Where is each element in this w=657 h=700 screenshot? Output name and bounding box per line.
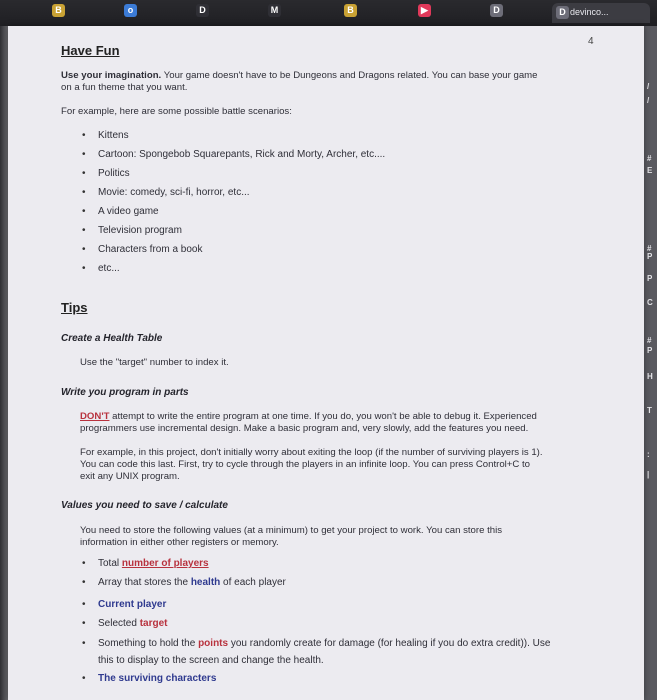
scenario-item: A video game [98, 206, 159, 217]
tab-favicon-3[interactable]: D [196, 4, 209, 17]
lead-rest: Your game doesn't have to be Dungeons and Dragons related. You can base your game [161, 70, 538, 81]
scenario-item: Kittens [98, 130, 129, 141]
scenario-item: Characters from a book [98, 244, 203, 255]
scenario-item: Television program [98, 225, 182, 236]
browser-tab-strip [0, 0, 657, 26]
tab-favicon-2[interactable]: o [124, 4, 137, 17]
tab-favicon-1[interactable]: B [52, 4, 65, 17]
bullet: • [82, 599, 86, 610]
right-edge-char: # [647, 154, 652, 163]
tab-favicon-7[interactable]: D [490, 4, 503, 17]
bullet: • [82, 130, 86, 141]
right-edge-char: E [647, 166, 653, 175]
value-text: of each player [220, 577, 286, 588]
value-item-health-array [98, 577, 286, 588]
value-emphasis: health [190, 577, 221, 588]
health-table-title: Create a Health Table [61, 333, 163, 344]
left-edge-shadow [0, 26, 8, 700]
scenario-item: Politics [98, 168, 130, 179]
value-item-selected-target [98, 618, 168, 629]
active-tab-label: devinco... [570, 7, 609, 17]
right-edge-char: # [647, 244, 652, 253]
document-page [8, 26, 644, 700]
lead-bold: Use your imagination. [61, 70, 162, 81]
value-item-points-line2: this to display to the screen and change the health. [98, 655, 324, 666]
right-edge-char: | [647, 470, 650, 479]
bullet: • [82, 638, 86, 649]
have-fun-lead-line-2: on a fun theme that you want. [61, 82, 188, 93]
value-text: Array that stores the [98, 577, 191, 588]
active-tab[interactable] [552, 3, 650, 23]
right-edge-char: P [647, 346, 653, 355]
health-table-body: Use the "target" number to index it. [80, 357, 229, 368]
value-emphasis: target [139, 618, 168, 629]
para1-text: attempt to write the entire program at one time. If you do, you won't be able to debug it. Experienced [109, 411, 537, 422]
values-title: Values you need to save / calculate [61, 500, 228, 511]
write-parts-para2-line1: For example, in this project, don't initially worry about exiting the loop (if the number of surviving players is 1). [80, 447, 543, 458]
value-text: Something to hold the [98, 638, 199, 649]
values-intro-line2: information in either other registers or memory. [80, 537, 279, 548]
right-edge-char: # [647, 336, 652, 345]
values-intro-line1: You need to store the following values (at a minimum) to get your project to work. You can store this [80, 525, 502, 536]
bullet: • [82, 618, 86, 629]
example-intro: For example, here are some possible battle scenarios: [61, 106, 292, 117]
scenario-item: Movie: comedy, sci-fi, horror, etc... [98, 187, 250, 198]
value-text: Selected [98, 618, 140, 629]
value-text: Total [98, 558, 122, 569]
value-text: you randomly create for damage (for healing if you do extra credit)). Use [228, 638, 551, 649]
dont-emphasis: DON'T [80, 411, 110, 422]
value-item-total-players [98, 558, 209, 569]
value-emphasis: points [198, 638, 229, 649]
tab-favicon-4[interactable]: M [268, 4, 281, 17]
bullet: • [82, 225, 86, 236]
value-emphasis: number of players [121, 558, 209, 569]
write-parts-para2-line3: exit any UNIX program. [80, 471, 180, 482]
right-edge-char: / [647, 82, 650, 91]
bullet: • [82, 558, 86, 569]
write-parts-para1-line2: programmers use incremental design. Make a basic program and, very slowly, add the features you need. [80, 423, 529, 434]
write-parts-para1-line1 [80, 411, 537, 423]
right-edge-char: H [647, 372, 653, 381]
bullet: • [82, 244, 86, 255]
write-parts-title: Write you program in parts [61, 387, 189, 398]
right-edge-char: T [647, 406, 652, 415]
write-parts-para2-line2: You can code this last. First, try to cycle through the players in an infinite loop. You can press Control+C to [80, 459, 531, 470]
value-item-current-player: Current player [98, 599, 167, 610]
right-edge-char: P [647, 252, 653, 261]
bullet: • [82, 263, 86, 274]
active-tab-favicon: D [556, 6, 569, 19]
scenario-item: etc... [98, 263, 120, 274]
value-item-surviving: The surviving characters [98, 673, 217, 684]
bullet: • [82, 206, 86, 217]
page-number: 4 [588, 36, 594, 47]
tab-favicon-5[interactable]: B [344, 4, 357, 17]
scenario-item: Cartoon: Spongebob Squarepants, Rick and Morty, Archer, etc.... [98, 149, 386, 160]
tips-heading: Tips [61, 300, 88, 315]
tab-favicon-6[interactable]: ▶ [418, 4, 431, 17]
right-edge-char: : [647, 450, 650, 459]
bullet: • [82, 673, 86, 684]
have-fun-lead-line-1 [61, 70, 538, 82]
bullet: • [82, 187, 86, 198]
right-edge-char: C [647, 298, 653, 307]
right-edge-char: / [647, 96, 650, 105]
right-edge-char: P [647, 274, 653, 283]
bullet: • [82, 168, 86, 179]
bullet: • [82, 149, 86, 160]
value-item-points [98, 638, 550, 649]
bullet: • [82, 577, 86, 588]
have-fun-heading: Have Fun [61, 43, 120, 58]
right-edge-strip [644, 26, 657, 700]
